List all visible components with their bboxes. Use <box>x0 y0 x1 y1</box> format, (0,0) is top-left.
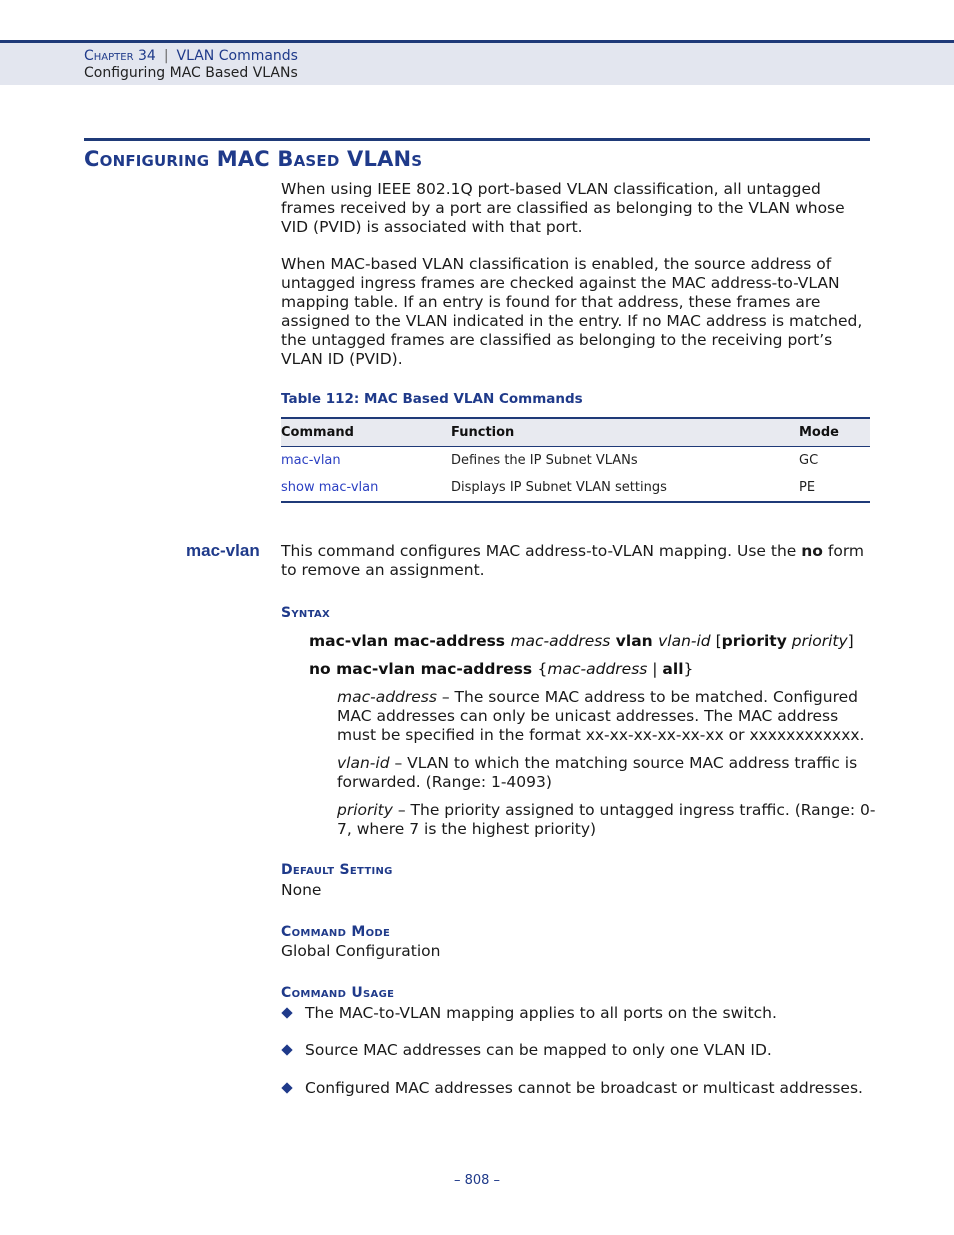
command-intro-text-end: form to remove an assignment. <box>281 542 865 579</box>
diamond-bullet-icon <box>281 1044 292 1055</box>
syntax-line-2 <box>309 660 693 678</box>
header-separator: | <box>163 48 169 64</box>
param-description: – The source MAC address to be matched. Configured MAC addresses can only be unicast addresses. The MAC address must be specified in the format xx-xx-xx-xx-xx-xx or xxxxxxxxxxxx. <box>337 688 865 744</box>
table-header-mode: Mode <box>799 425 839 440</box>
command-mode-value: Global Configuration <box>281 942 441 960</box>
usage-item <box>281 1041 772 1059</box>
param-mac-address <box>337 688 877 745</box>
syntax-bracket: { <box>537 660 548 678</box>
page-number: – 808 – <box>453 1173 501 1188</box>
param-description: – The priority assigned to untagged ingress traffic. (Range: 0-7, where 7 is the highest priority) <box>337 801 876 838</box>
param-description: – VLAN to which the matching source MAC address traffic is forwarded. (Range: 1-4093) <box>337 754 858 791</box>
section-rule <box>84 138 870 141</box>
syntax-argument: mac-address <box>547 660 648 678</box>
diamond-bullet-icon <box>281 1082 292 1093</box>
intro-paragraph-2: When MAC-based VLAN classification is enabled, the source address of untagged ingress frames are checked against the MAC address-to-VLAN mapping table. If an entry is found for that address, these frames are assigned to the VLAN indicated in the entry. If no MAC address is matched, the untagged frames are classified as belonging to the receiving port’s VLAN ID (PVID). <box>281 255 863 368</box>
running-header <box>0 40 954 85</box>
command-intro-text: This command configures MAC address-to-VLAN mapping. Use the <box>281 542 802 560</box>
header-chapter-line <box>84 48 298 64</box>
intro-paragraph-1: When using IEEE 802.1Q port-based VLAN classification, all untagged frames received by a port are classified as belonging to the VLAN whose VID (PVID) is associated with that port. <box>281 180 845 236</box>
syntax-keyword: all <box>662 660 684 678</box>
header-chapter-label: Chapter 34 <box>84 48 156 64</box>
usage-item-text: Source MAC addresses can be mapped to only one VLAN ID. <box>305 1041 772 1059</box>
header-chapter-title: VLAN Commands <box>176 48 298 64</box>
syntax-bracket: } <box>683 660 694 678</box>
syntax-line-1 <box>309 632 854 650</box>
command-link-show-mac-vlan[interactable]: show mac-vlan <box>281 480 379 495</box>
syntax-keyword: mac-vlan mac-address <box>309 632 511 650</box>
syntax-bracket: [ <box>710 632 722 650</box>
command-link-mac-vlan[interactable]: mac-vlan <box>281 453 341 468</box>
syntax-keyword: vlan <box>610 632 659 650</box>
syntax-separator: | <box>647 660 663 678</box>
table-header-function: Function <box>451 425 515 440</box>
default-setting-heading: Default Setting <box>281 862 393 878</box>
default-setting-value: None <box>281 881 322 899</box>
syntax-heading: Syntax <box>281 605 330 621</box>
param-name: vlan-id <box>337 754 390 772</box>
table-row <box>281 474 870 501</box>
diamond-bullet-icon <box>281 1007 292 1018</box>
command-name-label: mac-vlan <box>186 541 260 560</box>
command-intro-keyword: no <box>801 542 823 560</box>
commands-table <box>281 417 870 503</box>
command-usage-heading: Command Usage <box>281 985 395 1001</box>
param-priority <box>337 801 877 839</box>
section-title: Configuring MAC Based VLANs <box>84 147 423 171</box>
syntax-argument: priority <box>786 632 848 650</box>
param-vlan-id <box>337 754 877 792</box>
syntax-keyword: priority <box>721 632 787 650</box>
syntax-bracket: ] <box>847 632 854 650</box>
command-intro <box>281 542 873 580</box>
syntax-argument: vlan-id <box>658 632 711 650</box>
param-name: priority <box>337 801 393 819</box>
syntax-keyword: no mac-vlan mac-address <box>309 660 538 678</box>
table-caption: Table 112: MAC Based VLAN Commands <box>281 391 583 407</box>
command-mode-heading: Command Mode <box>281 924 391 940</box>
usage-item <box>281 1004 777 1022</box>
table-cell-mode: PE <box>799 480 816 495</box>
table-cell-function: Defines the IP Subnet VLANs <box>451 453 638 468</box>
table-row <box>281 447 870 474</box>
table-header-command: Command <box>281 425 354 440</box>
table-header-row <box>281 419 870 447</box>
usage-item-text: Configured MAC addresses cannot be broadcast or multicast addresses. <box>305 1079 863 1097</box>
header-subtitle: Configuring MAC Based VLANs <box>84 65 298 81</box>
usage-item <box>281 1079 863 1097</box>
table-cell-function: Displays IP Subnet VLAN settings <box>451 480 667 495</box>
param-name: mac-address <box>337 688 437 706</box>
usage-item-text: The MAC-to-VLAN mapping applies to all ports on the switch. <box>305 1004 777 1022</box>
table-cell-mode: GC <box>799 453 819 468</box>
syntax-argument: mac-address <box>510 632 611 650</box>
